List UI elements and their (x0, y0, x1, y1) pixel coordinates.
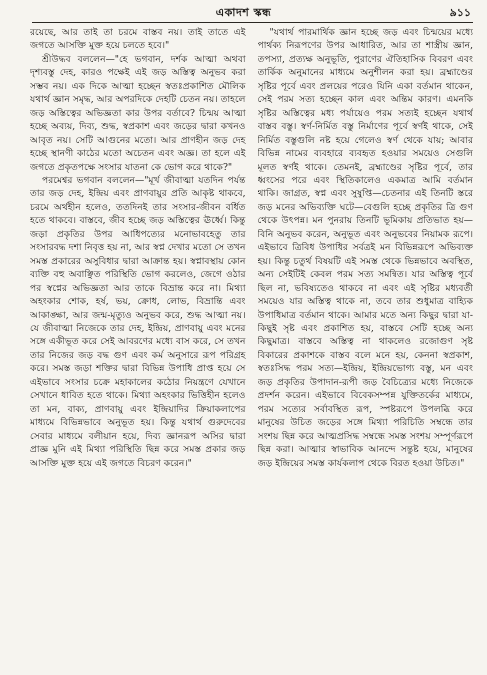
running-title: একাদশ স্কন্ধ (215, 6, 272, 19)
header-rule (32, 22, 473, 23)
left-column (30, 26, 246, 669)
body-text (30, 26, 473, 669)
paragraph: পরমেশ্বর ভগবান বললেন—"মূর্খ জীবাত্মা যতদিন পর্যন্ত তার জড় দেহ, ইন্দ্রিয় এবং প্রাণবায়ুর প্রতি আকৃষ্ট থাকবে, চরমে অর্থহীন হলেও, ততদিনই তার সংসার-জীবন বর্ধিত হতে থাকবে। বাস্তবে, জীব হচ্ছে জড় অস্তিত্বের ঊর্ধ্বে। কিন্তু জড়া প্রকৃতির উপর আধিপত্যের মনোভাবহেতু তার সংসারবদ্ধ দশা নিবৃত্ত হয় না, আর স্বপ্ন দেখার মতো সে তখন সমস্ত প্রকারের অসুবিধার দ্বারা আক্রান্ত হয়। স্বপ্নাবস্থায় কোন ব্যক্তি বহু অবাঞ্ছিত পরিস্থিতি ভোগ করলেও, জেগে ওঠার পর স্বপ্নের অভিজ্ঞতা আর তাকে বিভ্রান্ত করে না। মিথ্যা অহংকার শোক, হর্ষ, ভয়, ক্রোধ, লোভ, বিভ্রান্তি এবং আকাঙ্ক্ষা, আর জন্ম-মৃত্যুও অনুভব করে, শুদ্ধ আত্মা নয়। যে জীবাত্মা নিজেকে তার দেহ, ইন্দ্রিয়, প্রাণবায়ু এবং মনের সঙ্গে একীভূত করে সেই আবরণের মধ্যে বাস করে, সে তখন তার নিজের জড় বদ্ধ গুণ এবং কর্ম অনুসারে রূপ পরিগ্রহ করে। সমস্ত জড়া শক্তির দ্বারা বিভিন্ন উপাধি প্রাপ্ত হয়ে সে এইভাবে সংসার চক্রে মহাকালের কঠোর নিয়ন্ত্রণে যেখানে সেখানে ধাবিত হতে থাকে। মিথ্যা অহংকার ভিত্তিহীন হলেও তা মন, বাক্য, প্রাণবায়ু এবং ইন্দ্রিয়াদির ক্রিয়াকলাপের মাধ্যমে বিভিন্নভাবে অনুভূত হয়। কিন্তু যথার্থ গুরুদেবের সেবার মাধ্যমে বলীয়ান হয়ে, দিব্য জ্ঞানরূপ অসির দ্বারা প্রাজ্ঞ মুনি এই মিথ্যা পরিস্থিতি ছিন্ন করে সমস্ত প্রকার জড় আসক্তি মুক্ত হয়ে এই জগতে বিচরণ করেন।" (30, 174, 246, 469)
paragraph: "যথার্থ পারমার্থিক জ্ঞান হচ্ছে জড় এবং চিন্ময়ের মধ্যে পার্থক্য নিরূপণের উপর আধারিত, আর তা শাস্ত্রীয় জ্ঞান, তপস্যা, প্রত্যক্ষ অনুভূতি, পুরাণের ঐতিহাসিক বিবরণ এবং তার্কিক অনুমানের মাধ্যমে অনুশীলন করা হয়। ব্রহ্মাণ্ডের সৃষ্টির পূর্বে এবং প্রলয়ের পরেও যিনি একা বর্তমান থাকেন, সেই পরম সত্য হচ্ছেন কাল এবং অন্তিম কারণ। এমনকি সৃষ্টির অস্তিত্বের মধ্য পর্যায়েও পরম সত্যই হচ্ছেন যথার্থ বাস্তব বস্তু। স্বর্ণ-নির্মিত বস্তু নির্মাণের পূর্বে স্বর্ণই থাকে, সেই নির্মিত বস্তুগুলি নষ্ট হয়ে গেলেও স্বর্ণ থেকে যায়; আবার বিভিন্ন নামের ব্যবহারে ব্যবহৃত হওয়ার সময়েও সেগুলি মূলত স্বর্ণই থাকে। তেমনই, ব্রহ্মাণ্ডের সৃষ্টির পূর্বে, তার ধ্বংসের পরে এবং স্থিতিকালেও একমাত্র আমি বর্তমান থাকি। জাগ্রত, স্বপ্ন এবং সুষুপ্তি—চেতনার এই তিনটি স্তরে জড় মনের অভিব্যক্তি ঘটে—বেগুলি হচ্ছে প্রকৃতির ত্রি গুণ থেকে উৎপন্ন। মন পুনরায় তিনটি ভূমিকায় প্রতিভাত হয়—বিনি অনুভব করেন, অনুভূত এবং অনুভবের নিয়ামক রূপে। এইভাবে ত্রিবিধ উপাধির সর্বত্রই মন বিভিন্নরূপে অভিব্যক্ত হয়। কিন্তু চতুর্থ বিষয়টি এই সমস্ত থেকে ভিন্নভাবে অবস্থিত, অন্য সেইটিই কেবল পরম সত্য সমন্বিত। যার অস্তিত্ব পূর্বে ছিল না, ভবিষ্যতেও থাকবে না এবং এই সৃষ্টির মধ্যবর্তী সময়েও যার অস্তিত্ব থাকে না, তবে তার শুধুমাত্র বাহ্যিক উপাধিমাত্র বর্তমান থাকে। আমার মতে অন্য কিছুর দ্বারা যা-কিছুই সৃষ্ট এবং প্রকাশিত হয়, বাস্তবে সেটি হচ্ছে অন্য কিছুমাত্র। বাস্তবে অস্তিত্ব না থাকলেও রজোগুণ সৃষ্ট বিকারের প্রকাশকে বাস্তব বলে মনে হয়, কেননা স্বপ্রকাশ, স্বতঃসিদ্ধ পরম সত্য—ইন্দ্রিয়, ইন্দ্রিয়ভোগ্য বস্তু, মন এবং জড় প্রকৃতির উপাদান-রূপী জড় বৈচিত্র্যের মধ্যে নিজেকে প্রদর্শন করেন। এইভাবে বিবেকসম্পন্ন যুক্তিতর্কের মাধ্যমে, পরম সত্যের সর্বাবস্থিত রূপ, স্পষ্টরূপে উপলব্ধি করে মানুষের উচিত জড়ের সঙ্গে মিথ্যা পরিচিতি সম্বন্ধে তার সংশয় ছিন্ন করে আত্মপ্রসিদ্ধ সম্বন্ধে সমস্ত সংশয় সম্পূর্ণরূপে ছিন্ন করা। আত্মার স্বাভাবিক আনন্দে সন্তুষ্ট হয়ে, মানুষের জড় ইন্দ্রিয়ের সমস্ত কার্যকলাপ থেকে বিরত হওয়া উচিত।" (257, 27, 473, 469)
page-header (0, 0, 487, 26)
paragraph: রয়েছে, আর তাই তা চরমে বাস্তব নয়। তাই তাতে এই জগতে আসক্তি মুক্ত হয়ে চলতে হবে।" (30, 27, 246, 52)
page-number: ৯১১ (449, 6, 471, 19)
right-column (258, 26, 474, 669)
paragraph: শ্রীউদ্ধব বললেন—"হে ভগবান, দর্শক আত্মা অথবা দৃশ্যবস্তু দেহ, কারও পক্ষেই এই জড় অস্তিত্ব অনুভব করা সম্ভব নয়। এক দিকে আত্মা হচ্ছেন স্বতঃপ্রকাশিত মৌলিক যথার্থ জ্ঞান সমৃদ্ধ, আর অপরদিকে দেহটি চেতন নয়। তাহলে জড় অস্তিত্বের অভিজ্ঞতা কার উপর বর্তাবে? চিন্ময় আত্মা হচ্ছে অব্যয়, দিব্য, শুদ্ধ, স্বপ্রকাশ এবং জড়ের দ্বারা কখনও আবৃত নয়। সেটি আগুনের মতো। আর প্রাণহীন জড় দেহ হচ্ছে স্থানণী কাঠের মতো অচেতন এবং অজ্ঞ। তা হলে এই জগতে প্রকৃতপক্ষে সংসার যাতনা কে ভোগ করে থাকে?" (30, 53, 246, 173)
